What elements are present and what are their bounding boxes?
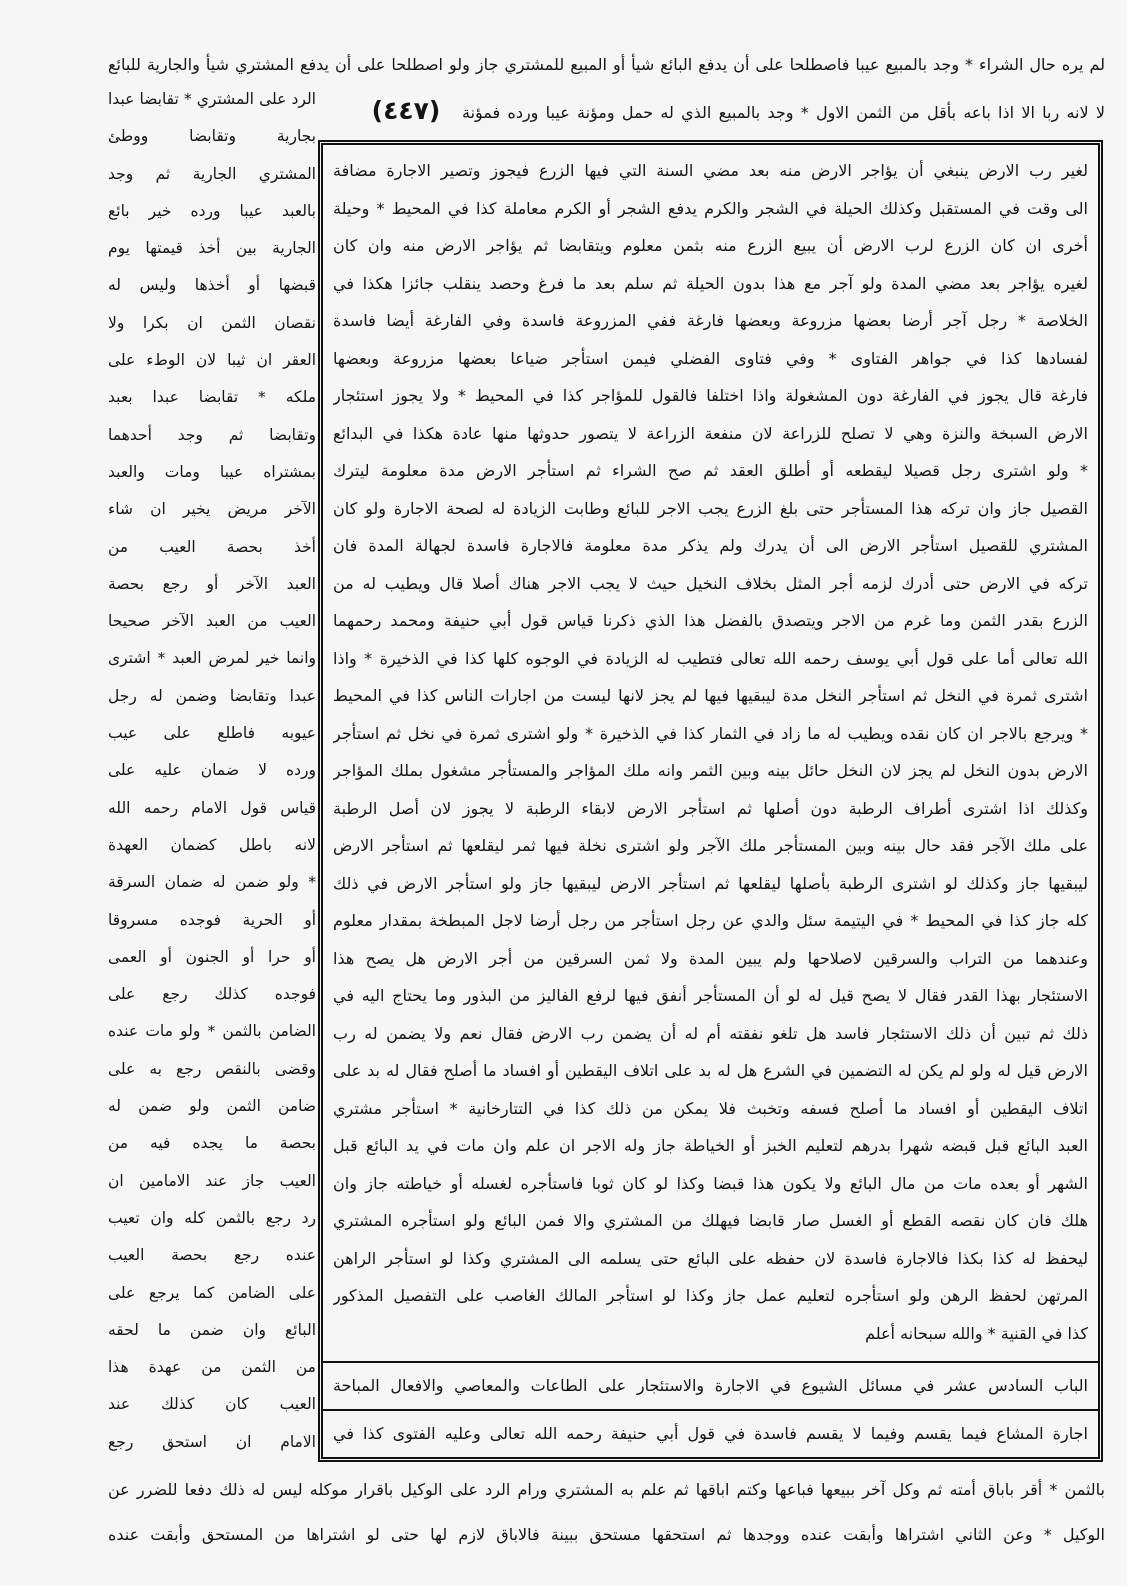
- main-text-line: على ملك الآجر فقد حال بينه وبين المستأجر ملك الآجر ولو اشترى نخلة فيها ثمر ليقلعها ثم استأجر الارض: [333, 836, 1088, 855]
- margin-text-line: بمشتراه عيبا ومات والعبد: [108, 462, 316, 481]
- margin-text-line: رد رجع بالثمن كله وان تعيب: [108, 1208, 316, 1227]
- margin-text-line: بحصة ما يجده فيه من: [108, 1134, 316, 1153]
- main-text-line: ليبقيها جاز وكذلك لو اشترى الرطبة بأصلها ليقلعها ثم استأجر الارض ليبقيها جاز ولو استأجر الارض في ذلك: [333, 873, 1088, 893]
- main-text-line: القصيل جاز وان تركه هذا المستأجر حتى بلغ الزرع يجب الاجر للبائع وطابت الزيادة له لصحة الاجارة ولو كان: [333, 498, 1088, 518]
- main-text-body: [333, 152, 1088, 1352]
- margin-text-line: عبدا وتقابضا وضمن له رجل: [108, 686, 316, 705]
- margin-text-line: بالعبد عيبا ورده خير بائع: [108, 201, 316, 220]
- section-divider: [323, 1361, 1098, 1363]
- margin-text-line: أو الحرية فوجده مسروقا: [108, 910, 316, 929]
- margin-text-line: لانه باطل كضمان العهدة: [108, 835, 316, 854]
- margin-text-line: المشتري الجارية ثم وجد: [108, 164, 316, 183]
- margin-text-line: الآخر مريض يخير ان شاء: [108, 500, 316, 519]
- margin-text-line: قبضها أو أخذها وليس له: [108, 276, 316, 295]
- main-text-line: الزرع بقدر الثمن وما غرم من الاجر ويتصدق بالفضل هذا الذي ذكرنا قياس قول أبي حنيفة ومحمد رحمهما: [333, 611, 1088, 630]
- page-number: (٤٤٧): [371, 96, 441, 125]
- margin-text-line: وانما خير لمرض العبد * اشترى: [108, 649, 316, 668]
- margin-text-line: نقصان الثمن ان بكرا ولا: [108, 313, 316, 332]
- header-margin-line: لا لانه ربا الا اذا باعه بأقل من الثمن الاول * وجد بالمبيع الذي له حمل ومؤنة عيبا ورده فمؤنة: [462, 103, 1105, 122]
- margin-text-line: العيب جاز عند الامامين ان: [108, 1171, 316, 1190]
- main-text-line: لفسادها كذا في جواهر الفتاوى * وفي فتاوى الفضلي فيمن استأجر ضياعا بعضها مزروعة وبعضها: [333, 348, 1088, 368]
- margin-text-line: أو حرا أو الجنون أو العمى: [108, 947, 316, 966]
- section-divider: [323, 1409, 1098, 1411]
- main-text-frame: [318, 140, 1103, 1462]
- main-text-line: الله تعالى أما على قول أبي يوسف رحمه الله تعالى فتطيب له الزيادة في الوجوه كلها كذا في الذخيرة * واذا: [333, 648, 1088, 668]
- margin-text-line: العقر ان ثيبا لان الوطء على: [108, 351, 316, 370]
- main-text-line: * ويرجع بالاجر ان كان نقده ويطيب له ما زاد في الثمار كذا في الذخيرة * ولو اشترى ثمرة في نخل ثم استأجر: [333, 723, 1088, 743]
- chapter-heading: الباب السادس عشر في مسائل الشيوع في الاجارة والاستئجار على الطاعات والمعاصي والافعال المباحة: [333, 1376, 1088, 1395]
- margin-text-line: وقضى بالنقص رجع به على: [108, 1059, 316, 1078]
- margin-text-line: فوجده كذلك رجع على: [108, 985, 316, 1004]
- main-text-line: المرتهن لحفظ الرهن ولو استأجره لتعليم عمل جاز وكذا لو استأجر المالك الغاصب على التفصيل المذكور: [333, 1286, 1088, 1305]
- margin-text-line: قياس قول الامام رحمه الله: [108, 798, 316, 817]
- margin-text-line: عنده رجع بحصة العيب: [108, 1246, 316, 1265]
- chapter-first-line: اجارة المشاع فيما يقسم وفيما لا يقسم فاسدة في قول أبي حنيفة رحمه الله تعالى وعليه الفتوى كذا في: [333, 1424, 1088, 1443]
- margin-text-line: ملكه * تقابضا عبدا بعبد: [108, 388, 316, 407]
- margin-text-line: الرد على المشتري * تقابضا عبدا: [108, 90, 316, 108]
- margin-text-line: عيوبه فاطلع على عيب: [108, 724, 316, 743]
- main-text-line: كذا في القنية * والله سبحانه أعلم: [865, 1323, 1088, 1343]
- margin-text-line: الجارية بين أخذ قيمتها يوم: [108, 239, 316, 258]
- main-text-line: الشهر أو بعده مات من مال البائع ولا يكون هذا قبضا وكذا لو كان ثوبا فاستأجره لغسله أو خياطته جاز وان: [333, 1173, 1088, 1193]
- main-text-line: هلك فان كان نقصه القطع أو الغسل صار قابضا فيهلك من المشتري والا فمن البائع ولو استأجره المشتري: [333, 1211, 1088, 1230]
- main-text-line: اشترى ثمرة في النخل ثم استأجر النخل مدة ليبقيها فيها لم يجز لانها ليست من اجارات الناس كذا في المحيط: [333, 686, 1088, 705]
- main-text-line: لغيره يؤاجر بعد مضي المدة ولو آجر مع هذا بدون الحيلة ثم سلم بعد ما فرغ وحصد ينقلب جائزا هكذا في: [333, 273, 1088, 293]
- margin-text-line: * ولو ضمن له ضمان السرقة: [108, 873, 316, 892]
- margin-text-line: العيب كان كذلك عند: [108, 1395, 316, 1414]
- main-text-line: فارغة قال يجوز في الفارغة دون المشغولة واذا اختلفا فالقول للمؤاجر كذا في المحيط * ولا يجوز استئجار: [333, 386, 1088, 405]
- main-text-line: وكذلك اذا اشترى أطراف الرطبة دون أصلها ثم استأجر الارض لابقاء الرطبة لا يجوز لان أصل الرطبة: [333, 798, 1088, 818]
- main-text-line: العبد البائع قبل قبضه شهرا بدرهم لتعليم الخبز أو الخياطة جاز وله الاجر ان علم وان مات في يد البائع قبل: [333, 1136, 1088, 1155]
- main-text-line: الارض بدون النخل لم يجز لان النخل حائل بينه وبين الثمر وانه ملك المؤاجر والمستأجر مشغول بملك المؤاجر: [333, 761, 1088, 780]
- margin-text-line: ورده لا ضمان عليه على: [108, 761, 316, 780]
- margin-text-line: العيب من العبد الآخر صحيحا: [108, 612, 316, 631]
- margin-text-line: الامام ان استحق رجع: [108, 1432, 316, 1451]
- main-text-line: أخرى ان كان الزرع لرب الارض أن يبيع الزرع منه بثمن معلوم ويتقابضا ثم يؤاجر الارض منه وان كان: [333, 236, 1088, 255]
- main-text-line: الاستئجار بهذا القدر فقال لا يصح قيل له لو أن المستأجر أنفق فيها لرفع الفاليز من البذور وما يحتاج اليه في: [333, 986, 1088, 1005]
- footer-margin-line: بالثمن * أقر باباق أمته ثم وكل آخر ببيعها فباعها وكتم اباقها ثم علم به المشتري ورام الرد على الوكيل باقرار موكله ليس له ذلك دفعا للضرر عن: [108, 1480, 1105, 1499]
- margin-commentary-column: [108, 81, 316, 1461]
- margin-text-line: العبد الآخر أو رجع بحصة: [108, 574, 316, 593]
- main-text-line: الخلاصة * رجل آجر أرضا بعضها مزروعة وبعضها فارغة ففي المزروعة فاسدة وفي الفارغة أيضا فاسدة: [333, 311, 1088, 330]
- margin-text-line: على الضامن كما يرجع على: [108, 1283, 316, 1302]
- margin-text-line: البائع وان ضمن ما لحقه: [108, 1320, 316, 1339]
- main-text-line: الارض قيل له ولو لم يكن له التضمين في الشرع هل له بد على اتلاف اليقطين أو افساد ما أصلح فقال له بد على: [333, 1061, 1088, 1080]
- margin-text-line: بجارية وتقابضا ووطئ: [108, 127, 316, 146]
- main-text-line: ليحفظ له كذا بكذا فالاجارة فاسدة لان حفظه على البائع حتى يسلمه الى المشتري وكذا لو استأجر الراهن: [333, 1248, 1088, 1268]
- margin-text-line: ضامن الثمن ولو ضمن له: [108, 1097, 316, 1116]
- main-text-line: كله جاز كذا في المحيط * في اليتيمة سئل والدي عن رجل استأجر من رجل أرضا لاجل المبطخة بمقدار معلوم: [333, 911, 1088, 930]
- main-text-line: المشتري للقصيل استأجر الارض الى أن يدرك ولم يذكر مدة معلومة فالاجارة فاسدة لجهالة المدة فان: [333, 536, 1088, 555]
- main-text-line: * ولو اشترى رجل قصيلا ليقطعه أو أطلق العقد ثم صح الشراء ثم استأجر الارض مدة معلومة ليترك: [333, 461, 1088, 480]
- footer-margin-line: الوكيل * وعن الثاني اشتراها وأبقت عنده ووجدها ثم استحقها مستحق ببينة فالاباق لازم لها حتى لو اشتراها من المستحق وأبقت عنده: [108, 1525, 1105, 1544]
- margin-text-line: من الثمن من عهدة هذا: [108, 1358, 316, 1377]
- margin-text-line: وتقابضا ثم وجد أحدهما: [108, 425, 316, 444]
- margin-text-line: أخذ بحصة العيب من: [108, 537, 316, 556]
- main-text-line: الى وقت في المستقبل وكذلك الحيلة في الشجر والكرم يدفع الشجر أو الكرم معاملة كذا في المحيط * وحيلة: [333, 198, 1088, 218]
- main-text-line: اتلاف اليقطين أو افساد ما أصلح فسفه وتخبث فلا يمكن من ذلك كذا في التتارخانية * استأجر مشتري: [333, 1098, 1088, 1118]
- header-margin-line: لم يره حال الشراء * وجد بالمبيع عيبا فاصطلحا على أن يدفع البائع شيأ أو المبيع للمشتري جاز ولو اصطلحا على أن يدفع المشتري شيأ والجارية للبائع: [108, 55, 1105, 74]
- main-text-line: وعندهما من التراب والسرقين لاصلاحها ولم يبين المدة ولا ثمن السرقين من أجر الارض هل يصح هذا: [333, 948, 1088, 968]
- main-text-line: لغير رب الارض ينبغي أن يؤاجر الارض منه بعد مضي السنة التي فيها الزرع فيجوز وتصير الاجارة مضافة: [333, 161, 1088, 180]
- main-text-line: تركه في الارض حتى أدرك لزمه أجر المثل بخلاف النخيل حيث لا يجب الاجر هناك أصلا قال ويطيب له من: [333, 573, 1088, 593]
- main-text-line: ذلك ثم تبين أن ذلك الاستئجار فاسد هل تلغو نفقته أم له أن يضمن رب الارض فقال نعم ولا يضمن له رب: [333, 1023, 1088, 1043]
- main-text-line: الارض السبخة والنزة وهي لا تصلح للزراعة لان منفعة الزراعة لا يتصور حدوثها منها عادة هكذا في البدائع: [333, 423, 1088, 443]
- margin-text-line: الضامن بالثمن * ولو مات عنده: [108, 1022, 316, 1041]
